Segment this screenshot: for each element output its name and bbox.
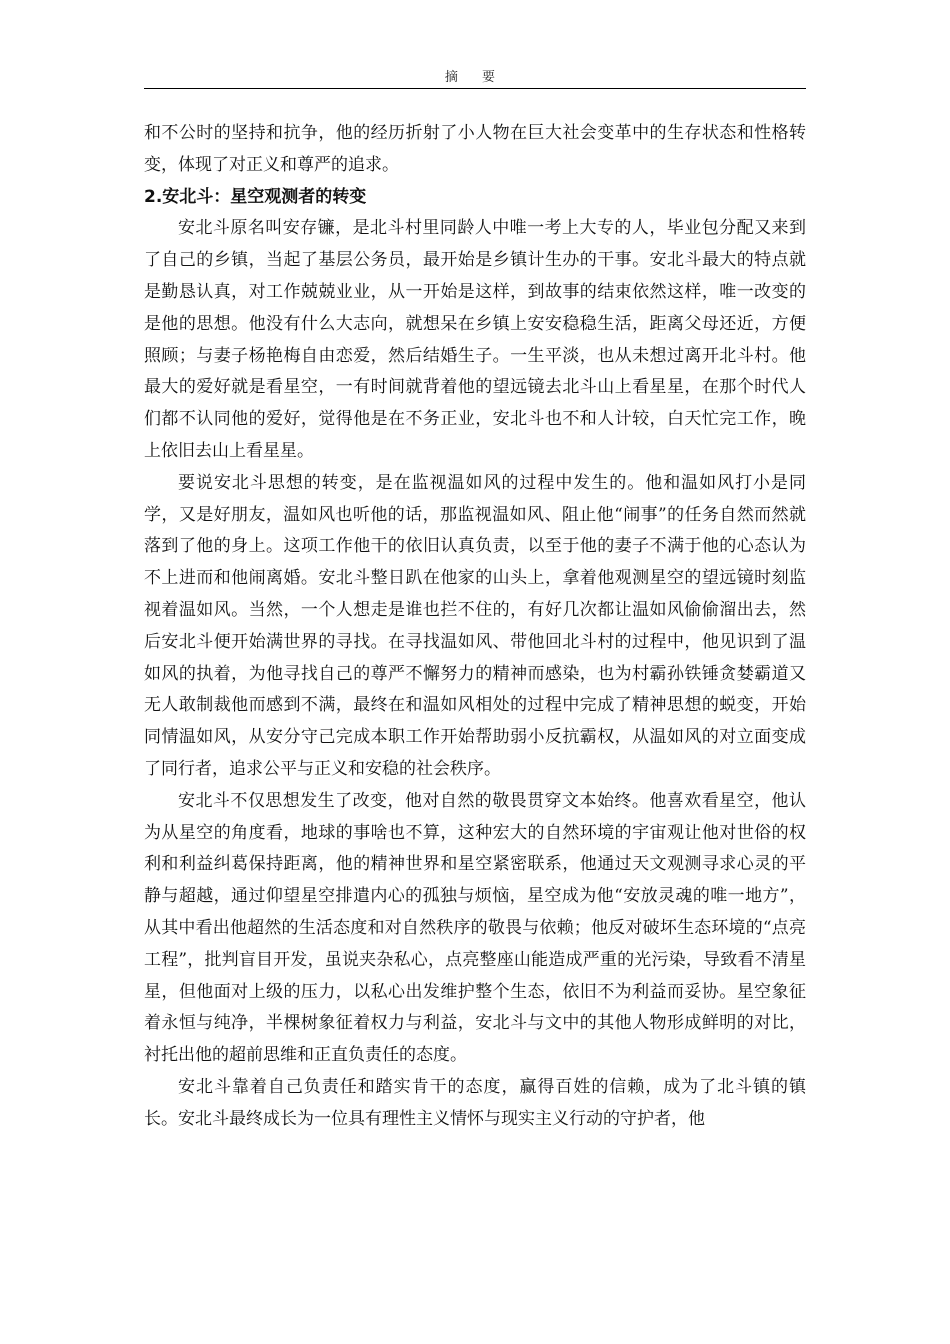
paragraph: 安北斗原名叫安存镰，是北斗村里同龄人中唯一考上大专的人，毕业包分配又来到了自己的乡镇，当起了基层公务员，最开始是乡镇计生办的干事。安北斗最大的特点就是勤恳认真，对工作兢兢业业，从一开始是这样，到故事的结束依然这样，唯一改变的是他的思想。他没有什么大志向，就想呆在乡镇上安安稳稳生活，距离父母还近，方便照顾；与妻子杨艳梅自由恋爱，然后结婚生子。一生平淡，也从未想过离开北斗村。他最大的爱好就是看星空，一有时间就背着他的望远镜去北斗山上看星星，在那个时代人们都不认同他的爱好，觉得他是在不务正业，安北斗也不和人计较，白天忙完工作，晚上依旧去山上看星星。	[144, 218, 806, 461]
section-heading: 2.安北斗：星空观测者的转变	[144, 186, 367, 207]
paragraph: 要说安北斗思想的转变，是在监视温如风的过程中发生的。他和温如风打小是同学，又是好朋友，温如风也听他的话，那监视温如风、阻止他“闹事”的任务自然而然就落到了他的身上。这项工作他干的依旧认真负责，以至于他的妻子不满于他的心态认为不上进而和他闹离婚。安北斗整日趴在他家的山头上，拿着他观测星空的望远镜时刻监视着温如风。当然，一个人想走是谁也拦不住的，有好几次都让温如风偷偷溜出去，然后安北斗便开始满世界的寻找。在寻找温如风、带他回北斗村的过程中，他见识到了温如风的执着，为他寻找自己的尊严不懈努力的精神而感染，也为村霸孙铁锤贪婪霸道又无人敢制裁他而感到不满，最终在和温如风相处的过程中完成了精神思想的蜕变，开始同情温如风，从安分守己完成本职工作开始帮助弱小反抗霸权，从温如风的对立面变成了同行者，追求公平与正义和安稳的社会秩序。	[144, 472, 806, 779]
paragraph-continued: 和不公时的坚持和抗争，他的经历折射了小人物在巨大社会变革中的生存状态和性格转变，体现了对正义和尊严的追求。	[144, 123, 806, 175]
paragraph: 安北斗不仅思想发生了改变，他对自然的敬畏贯穿文本始终。他喜欢看星空，他认为从星空的角度看，地球的事啥也不算，这种宏大的自然环境的宇宙观让他对世俗的权利和利益纠葛保持距离，他的精神世界和星空紧密联系，他通过天文观测寻求心灵的平静与超越，通过仰望星空排遣内心的孤独与烦恼，星空成为他“安放灵魂的唯一地方”，从其中看出他超然的生活态度和对自然秩序的敬畏与依赖；他反对破坏生态环境的“点亮工程”，批判盲目开发，虽说夹杂私心，点亮整座山能造成严重的光污染，导致看不清星星，但他面对上级的压力，以私心出发维护整个生态，依旧不为利益而妥协。星空象征着永恒与纯净，半棵树象征着权力与利益，安北斗与文中的其他人物形成鲜明的对比，衬托出他的超前思维和正直负责任的态度。	[144, 790, 806, 1066]
paragraph: 安北斗靠着自己负责任和踏实肯干的态度，赢得百姓的信赖，成为了北斗镇的镇长。安北斗最终成长为一位具有理性主义情怀与现实主义行动的守护者，他	[144, 1076, 806, 1129]
body-text	[144, 118, 806, 1136]
header-rule	[144, 88, 806, 89]
running-header: 摘 要	[444, 70, 506, 85]
